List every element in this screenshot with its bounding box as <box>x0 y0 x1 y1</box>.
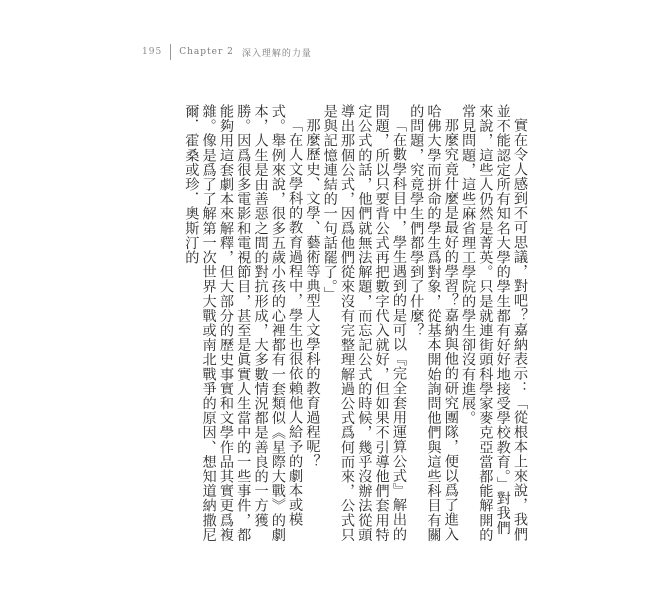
paragraph-3: 「在數學科目中，學生遇到的是可以『完全套用運算公式』解出的問題，所以只要背公式再把數字代入就好，但如果不引導他們套用特定公式的話，他們就無法解題，而忘記公式的時候，幾乎沒辦法從頭導出那個公式，因爲他們從來沒有完整理解過公式爲何而來，公式只是與記憶連結的一句話罷了。」 <box>321 104 407 542</box>
chapter-label: Chapter 2 <box>179 47 234 57</box>
paragraph-2: 那麼究竟什麼是最好的學習？嘉納與他的研究團隊，便以爲了進入哈佛大學而拼命的學生爲對象，從基本開始詢問他們與這些科目有關的問題，究竟學生們都學到了什麼？ <box>408 104 459 542</box>
body-text <box>160 104 528 544</box>
page-number: 195 <box>142 47 163 57</box>
paragraph-4: 那麼歷史、文學、藝術等典型人文學科的教育過程呢？ <box>304 118 321 469</box>
running-header <box>142 44 312 60</box>
header-divider <box>170 44 171 60</box>
paragraph-5: 「在人文學科的教育過程中，學生也很依賴他人給予的劇本或模式。舉例來說，很多五歲小孩的心裡都有一套類似《星際大戰》的劇本，人生是由善惡之間的對抗形成，大多數情況都是善良的一方獲勝。因爲很多電影和電視節目，甚至是眞實人生當中的一些事件，都能夠用這套劇本來解釋，但大部分的歷史事實和文學作品其實更爲複雜。像是爲了了解第一次世界大戰或南北戰爭的原因、想知道納撒尼爾．霍桑或珍．奧斯汀的 <box>183 104 304 542</box>
paragraph-1: 實在令人感到不可思議，對吧？嘉納表示：「從根本上來說，我們並不能認定所有知名大學的學生都有好好地接受學校教育。」對我們來說，這些人仍然是菁英。只是就連街頭科學家麥克亞當都能解開的常見問題，這些麻省理工學院的學生卻沒有進展。 <box>460 104 528 542</box>
chapter-title: 深入理解的力量 <box>241 48 312 59</box>
